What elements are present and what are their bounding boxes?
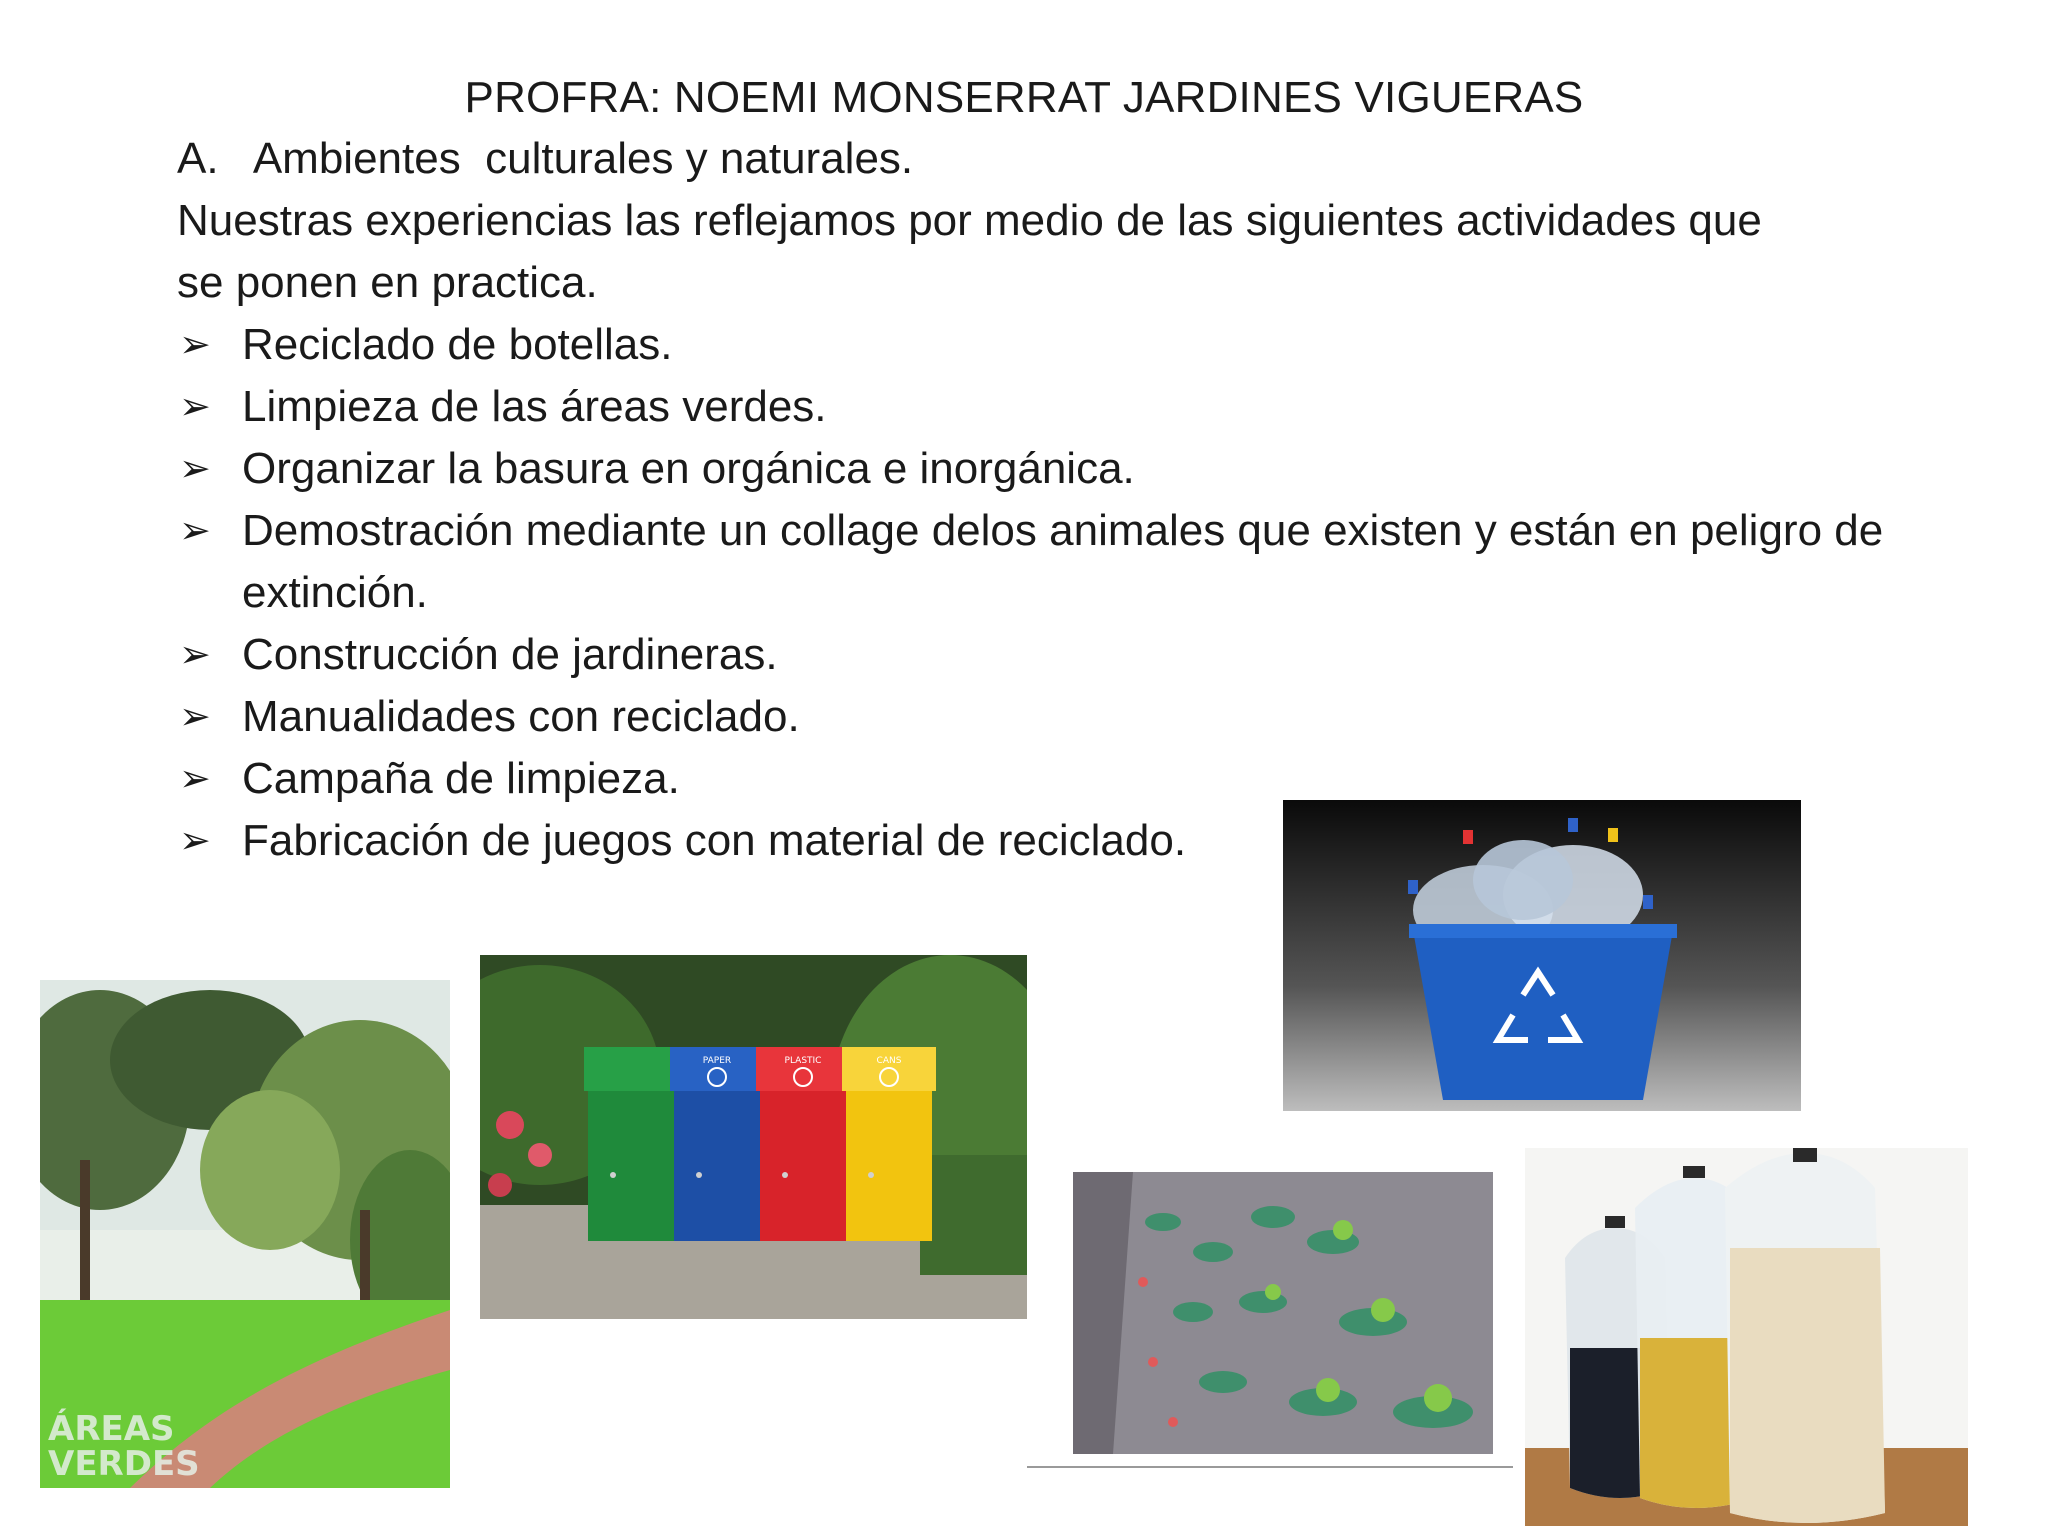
bin-label-plastic: PLASTIC [784,1056,822,1066]
list-item-text: Limpieza de las áreas verdes. [242,382,827,431]
section-heading: A. Ambientes culturales y naturales. [177,134,914,183]
list-item [177,438,1917,500]
arrow-bullet-icon: ➢ [179,696,211,738]
arrow-bullet-icon: ➢ [179,820,211,862]
bottle-containers-illustration [1525,1148,1968,1526]
bin-label-paper: PAPER [702,1056,732,1066]
list-item [177,624,1917,686]
bottle-garden-wall-photo [1073,1172,1493,1454]
list-item-text: Reciclado de botellas. [242,320,673,369]
activities-list [177,314,1917,872]
intro-text-line-1: Nuestras experiencias las reflejamos por medio de las siguientes actividades que [177,196,1762,245]
arrow-bullet-icon: ➢ [179,324,211,366]
list-item [177,686,1917,748]
bottle-containers-photo [1525,1148,1968,1526]
divider-line [1027,1466,1513,1468]
arrow-bullet-icon: ➢ [179,448,211,490]
slide-body [177,128,1917,872]
list-item-text: Organizar la basura en orgánica e inorgánica. [242,444,1135,493]
list-item-text: Fabricación de juegos con material de reciclado. [242,816,1187,865]
list-item-text: Campaña de limpieza. [242,754,680,803]
list-item [177,314,1917,376]
list-item-text: Demostración mediante un collage delos animales que existen y están en peligro de extinción. [242,506,1884,617]
arrow-bullet-icon: ➢ [179,510,211,552]
arrow-bullet-icon: ➢ [179,634,211,676]
green-areas-illustration [40,980,450,1488]
slide-title: PROFRA: NOEMI MONSERRAT JARDINES VIGUERAS [464,73,1584,122]
bottles-basket-illustration [1283,800,1801,1111]
areas-caption-line2: VERDES [48,1444,200,1484]
recycling-bins-illustration [480,955,1027,1319]
list-item [177,376,1917,438]
list-item-text: Manualidades con reciclado. [242,692,800,741]
intro-text-line-2: se ponen en practica. [177,258,598,307]
bin-label-cans: CANS [876,1056,902,1066]
areas-caption-line1: ÁREAS [48,1409,175,1449]
arrow-bullet-icon: ➢ [179,386,211,428]
bottles-recycling-basket-photo [1283,800,1801,1111]
bottle-wall-illustration [1073,1172,1493,1454]
arrow-bullet-icon: ➢ [179,758,211,800]
green-areas-photo [40,980,450,1488]
list-item-text: Construcción de jardineras. [242,630,778,679]
list-item [177,500,1917,624]
recycling-bins-photo [480,955,1027,1319]
